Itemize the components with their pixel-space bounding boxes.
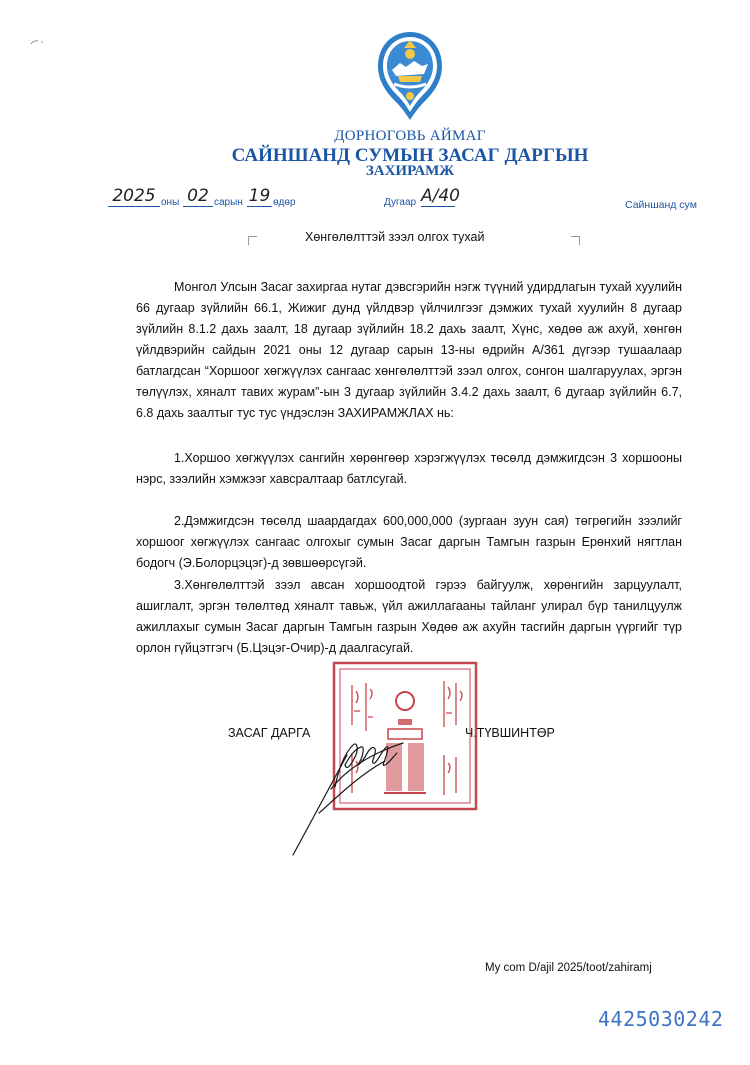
- document-type-heading: ЗАХИРАМЖ: [365, 163, 455, 179]
- aimag-heading: ДОРНОГОВЬ АЙМАГ: [334, 128, 486, 144]
- order-item-1: 1.Хоршоо хөгжүүлэх сангийн хөрөнгөөр хэрэгжүүлэх төсөлд дэмжигдсэн 3 хоршооны нэрс, зээлийн хэмжээг хавсралтаар батлсугай.: [136, 451, 682, 486]
- number-label: Дугаар: [384, 197, 417, 208]
- subject-bracket-left: [248, 236, 257, 245]
- document-subject: Хөнгөлөлттэй зээл олгох тухай: [305, 230, 485, 244]
- handwritten-signature: [275, 705, 425, 860]
- date-day-suffix: өдөр: [273, 197, 296, 208]
- signatory-position: ЗАСАГ ДАРГА: [228, 726, 311, 740]
- subject-bracket-right: [571, 236, 580, 245]
- number-line: [384, 186, 474, 210]
- city-label: Сайншанд сум: [625, 199, 697, 211]
- date-month-suffix: сарын: [214, 197, 243, 208]
- date-month: 02: [183, 186, 213, 207]
- document-number: А/40: [421, 186, 460, 206]
- order-item-3: 3.Хөнгөлөлттэй зээл авсан хоршоодтой гэрээ байгуулж, хөрөнгийн зарцуулалт, ашиглалт, эргэн төлөлтөд хяналт тавьж, үйл ажиллагааны тайланг улирал бүр танилцуулж ажиллахыг сумын Засаг даргын Тамгын газрын Хөдөө аж ахуйн тасгийн даргын үүргийг түр орлон гүйцэтгэгч (Б.Цэцэг-Очир)-д даалгасугай.: [136, 578, 682, 655]
- file-path-note: My com D/ajil 2025/toot/zahiramj: [485, 962, 652, 974]
- date-year-suffix: оны: [161, 197, 180, 208]
- date-line: [108, 186, 298, 210]
- office-heading: САЙНШАНД СУМЫН ЗАСАГ ДАРГЫН: [231, 145, 589, 166]
- date-day: 19: [248, 186, 271, 206]
- preamble-paragraph: Монгол Улсын Засаг захиргаа нутаг дэвсгэрийн нэгж түүний удирдлагын тухай хуулийн 66 дугаар зүйлийн 66.1, Жижиг дунд үйлдвэр үйлчилгээг дэмжих тухай хуулийн 8 дугаар зүйлийн 8.1.2 дахь заалт, 18 дугаар зүйлийн 18.2 дахь заалт, Хүнс, хөдөө аж ахуй, хөнгөн үйлдвэрийн сайдын 2021 оны 12 дугаар сарын 13-ны өдрийн А/361 дүгээр тушаалаар батлагдсан “Хоршоог хөгжүүлэх сангаас хөнгөлөлттэй зээл олгох, сонгон шалгаруулах, эргэн төлүүлэх, хяналт тавих журам”-ын 3 дугаар зүйлийн 3.4.2 дахь заалт, 6 дугаар зүйлийн 6.7, 6.8 дахь заалтыг тус тус үндэслэн ЗАХИРАМЖЛАХ нь:: [136, 280, 682, 420]
- date-year: 2025: [108, 186, 160, 207]
- order-item-2: 2.Дэмжигдсэн төсөлд шаардагдах 600,000,000 (зургаан зуун сая) төгрөгийн зээлийг хоршоог хөгжүүлэх сангаас олгохыг сумын Засаг даргын Тамгын газрын Ерөнхий нягтлан бодогч (Э.Болорцэцэг)-д зөвшөөрсүгэй.: [136, 514, 682, 570]
- scan-speck: [30, 38, 44, 46]
- signatory-name: Ч.ТҮВШИНТӨР: [465, 726, 555, 740]
- registration-number: 4425030242: [598, 1007, 724, 1031]
- state-emblem-icon: [374, 30, 446, 122]
